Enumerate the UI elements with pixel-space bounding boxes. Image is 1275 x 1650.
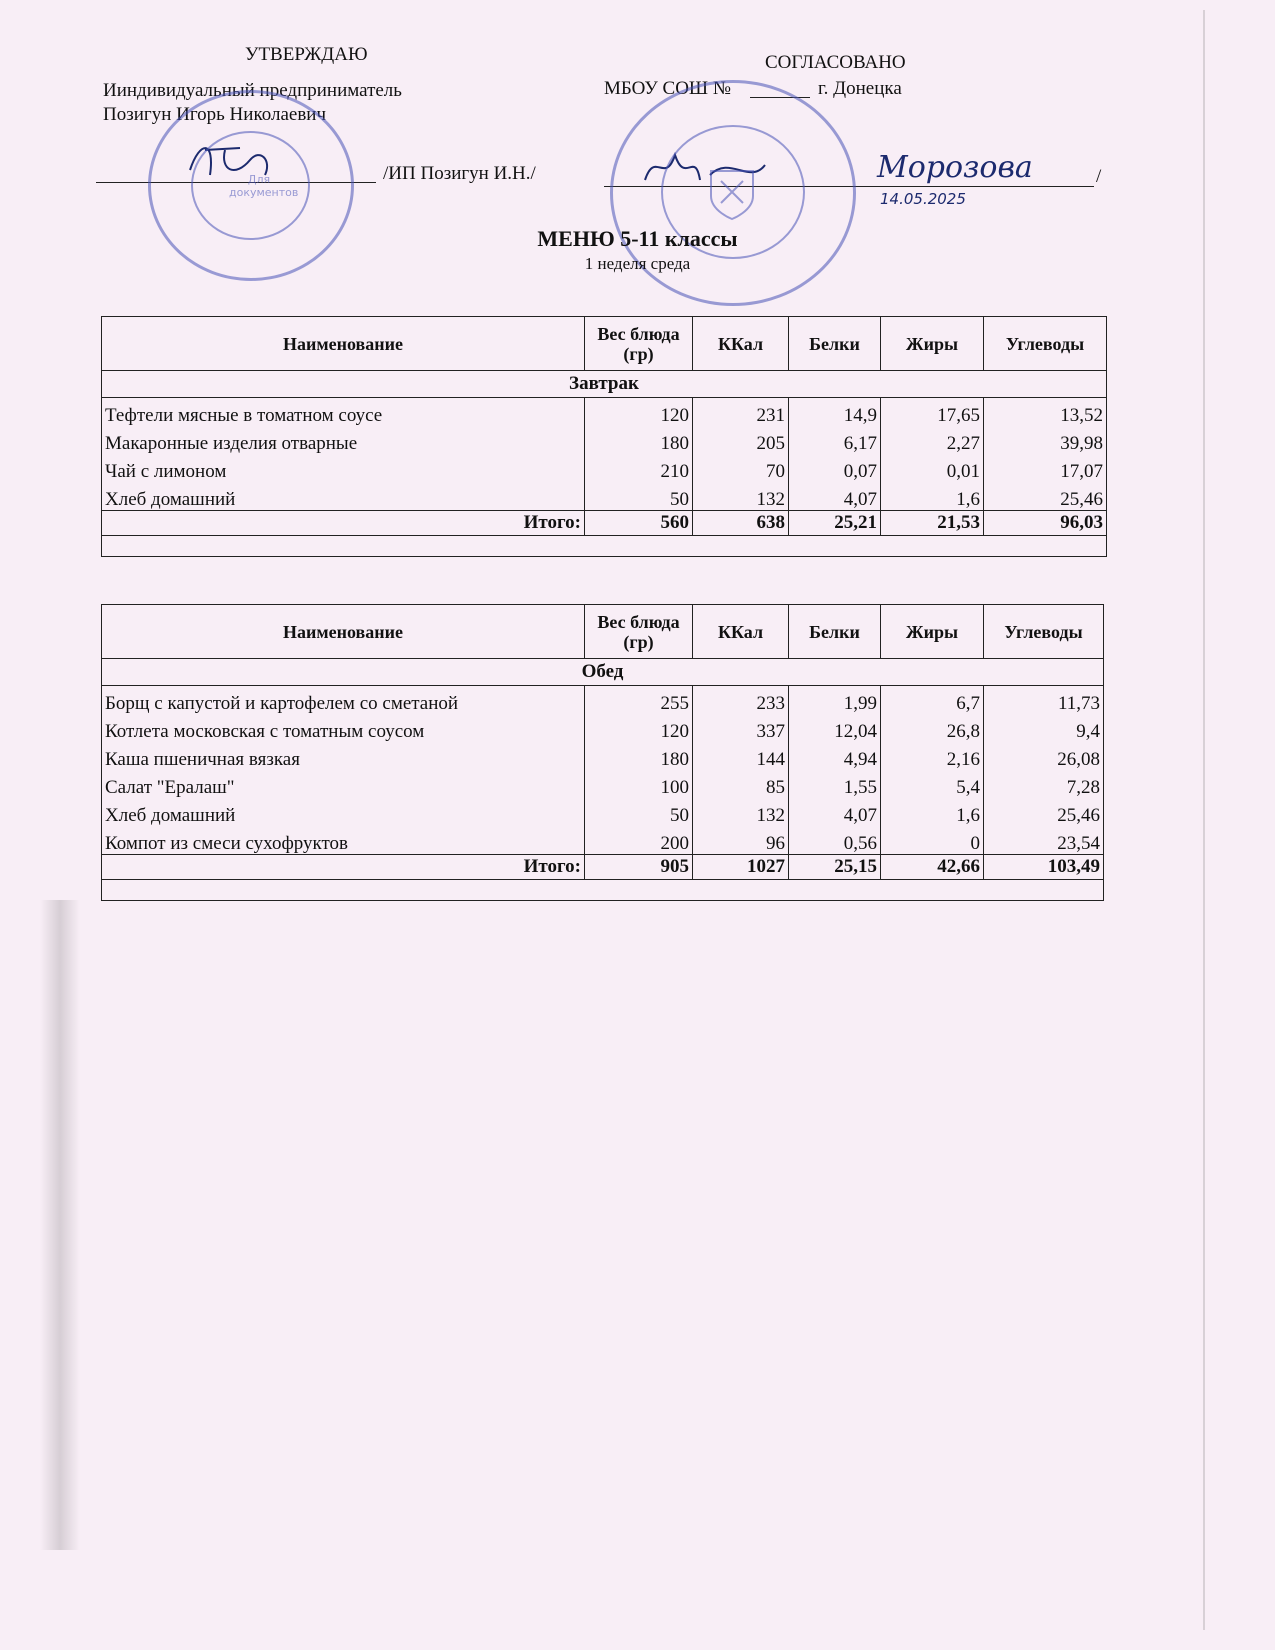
total-carbs: 103,49 xyxy=(984,855,1104,880)
approve-heading: УТВЕРЖДАЮ xyxy=(245,44,368,65)
approve-line1: Ииндивидуальный предприниматель xyxy=(103,80,402,101)
item-kcal: 144 xyxy=(693,742,789,770)
item-carbs: 7,28 xyxy=(984,770,1104,798)
col-carbs: Углеводы xyxy=(984,317,1107,371)
total-carbs: 96,03 xyxy=(984,511,1107,536)
col-kcal: ККал xyxy=(693,605,789,659)
col-fat: Жиры xyxy=(881,605,984,659)
item-protein: 4,94 xyxy=(789,742,881,770)
item-kcal: 205 xyxy=(693,426,789,454)
item-protein: 14,9 xyxy=(789,398,881,427)
item-carbs: 26,08 xyxy=(984,742,1104,770)
item-kcal: 96 xyxy=(693,826,789,855)
item-fat: 1,6 xyxy=(881,482,984,511)
item-name: Каша пшеничная вязкая xyxy=(102,742,585,770)
total-weight: 905 xyxy=(585,855,693,880)
item-weight: 200 xyxy=(585,826,693,855)
total-fat: 42,66 xyxy=(881,855,984,880)
item-weight: 210 xyxy=(585,454,693,482)
entrepreneur-stamp-center: Для документов xyxy=(229,173,299,199)
item-name: Борщ с капустой и картофелем со сметаной xyxy=(102,686,585,715)
agree-school: МБОУ СОШ № xyxy=(604,78,731,99)
total-protein: 25,15 xyxy=(789,855,881,880)
col-protein: Белки xyxy=(789,605,881,659)
item-carbs: 9,4 xyxy=(984,714,1104,742)
item-protein: 1,99 xyxy=(789,686,881,715)
total-fat: 21,53 xyxy=(881,511,984,536)
col-weight: Вес блюда (гр) xyxy=(585,317,693,371)
item-fat: 0,01 xyxy=(881,454,984,482)
item-weight: 180 xyxy=(585,426,693,454)
item-weight: 100 xyxy=(585,770,693,798)
menu-item-row xyxy=(102,398,1107,427)
item-name: Котлета московская с томатным соусом xyxy=(102,714,585,742)
scan-shadow xyxy=(40,900,80,1550)
item-carbs: 11,73 xyxy=(984,686,1104,715)
approve-sign-name: /ИП Позигун И.Н./ xyxy=(383,163,536,184)
item-kcal: 132 xyxy=(693,798,789,826)
total-label: Итого: xyxy=(102,855,585,880)
item-name: Хлеб домашний xyxy=(102,482,585,511)
item-kcal: 337 xyxy=(693,714,789,742)
page-title: МЕНЮ 5-11 классы xyxy=(537,226,738,251)
item-weight: 255 xyxy=(585,686,693,715)
menu-item-row xyxy=(102,798,1104,826)
item-protein: 4,07 xyxy=(789,482,881,511)
item-kcal: 233 xyxy=(693,686,789,715)
item-fat: 6,7 xyxy=(881,686,984,715)
item-fat: 2,27 xyxy=(881,426,984,454)
total-label: Итого: xyxy=(102,511,585,536)
lunch-table xyxy=(101,604,1104,901)
school-emblem-icon xyxy=(701,161,763,223)
agree-signature: Морозова xyxy=(877,150,1033,185)
menu-item-row xyxy=(102,426,1107,454)
breakfast-table xyxy=(101,316,1107,557)
menu-item-row xyxy=(102,686,1104,715)
total-row xyxy=(102,511,1107,536)
item-name: Чай с лимоном xyxy=(102,454,585,482)
item-protein: 12,04 xyxy=(789,714,881,742)
blank-row xyxy=(102,880,1104,901)
agree-slash: / xyxy=(1096,166,1102,187)
item-fat: 5,4 xyxy=(881,770,984,798)
item-protein: 6,17 xyxy=(789,426,881,454)
total-weight: 560 xyxy=(585,511,693,536)
item-name: Салат "Ералаш" xyxy=(102,770,585,798)
col-fat: Жиры xyxy=(881,317,984,371)
item-carbs: 23,54 xyxy=(984,826,1104,855)
item-kcal: 231 xyxy=(693,398,789,427)
table-header-row xyxy=(102,605,1104,659)
item-protein: 1,55 xyxy=(789,770,881,798)
col-weight: Вес блюда (гр) xyxy=(585,605,693,659)
item-name: Тефтели мясные в томатном соусе xyxy=(102,398,585,427)
menu-item-row xyxy=(102,454,1107,482)
menu-item-row xyxy=(102,742,1104,770)
item-carbs: 25,46 xyxy=(984,482,1107,511)
item-name: Хлеб домашний xyxy=(102,798,585,826)
col-kcal: ККал xyxy=(693,317,789,371)
item-kcal: 85 xyxy=(693,770,789,798)
item-weight: 120 xyxy=(585,398,693,427)
menu-item-row xyxy=(102,714,1104,742)
col-name: Наименование xyxy=(102,317,585,371)
col-name: Наименование xyxy=(102,605,585,659)
agree-heading: СОГЛАСОВАНО xyxy=(765,52,906,73)
blank-row xyxy=(102,536,1107,557)
item-carbs: 17,07 xyxy=(984,454,1107,482)
item-protein: 0,07 xyxy=(789,454,881,482)
item-carbs: 13,52 xyxy=(984,398,1107,427)
item-weight: 50 xyxy=(585,482,693,511)
item-weight: 50 xyxy=(585,798,693,826)
menu-item-row xyxy=(102,770,1104,798)
breakfast-rows xyxy=(102,398,1107,511)
item-weight: 120 xyxy=(585,714,693,742)
lunch-rows xyxy=(102,686,1104,855)
section-breakfast: Завтрак xyxy=(102,371,1107,398)
total-kcal: 1027 xyxy=(693,855,789,880)
item-fat: 0 xyxy=(881,826,984,855)
item-kcal: 70 xyxy=(693,454,789,482)
menu-item-row xyxy=(102,826,1104,855)
section-lunch: Обед xyxy=(102,659,1104,686)
item-protein: 4,07 xyxy=(789,798,881,826)
total-kcal: 638 xyxy=(693,511,789,536)
table-header-row xyxy=(102,317,1107,371)
col-protein: Белки xyxy=(789,317,881,371)
item-weight: 180 xyxy=(585,742,693,770)
item-fat: 2,16 xyxy=(881,742,984,770)
entrepreneur-stamp xyxy=(148,90,354,281)
section-row xyxy=(102,371,1107,398)
col-carbs: Углеводы xyxy=(984,605,1104,659)
item-name: Компот из смеси сухофруктов xyxy=(102,826,585,855)
menu-item-row xyxy=(102,482,1107,511)
item-carbs: 39,98 xyxy=(984,426,1107,454)
approve-line2: Позигун Игорь Николаевич xyxy=(103,104,327,125)
total-protein: 25,21 xyxy=(789,511,881,536)
item-fat: 1,6 xyxy=(881,798,984,826)
agree-city: г. Донецка xyxy=(818,78,902,99)
item-kcal: 132 xyxy=(693,482,789,511)
item-fat: 17,65 xyxy=(881,398,984,427)
item-fat: 26,8 xyxy=(881,714,984,742)
item-protein: 0,56 xyxy=(789,826,881,855)
section-row xyxy=(102,659,1104,686)
item-name: Макаронные изделия отварные xyxy=(102,426,585,454)
total-row xyxy=(102,855,1104,880)
item-carbs: 25,46 xyxy=(984,798,1104,826)
agree-signature-date: 14.05.2025 xyxy=(880,190,966,208)
page-edge xyxy=(1203,10,1205,1630)
page-subtitle: 1 неделя среда xyxy=(584,254,691,273)
